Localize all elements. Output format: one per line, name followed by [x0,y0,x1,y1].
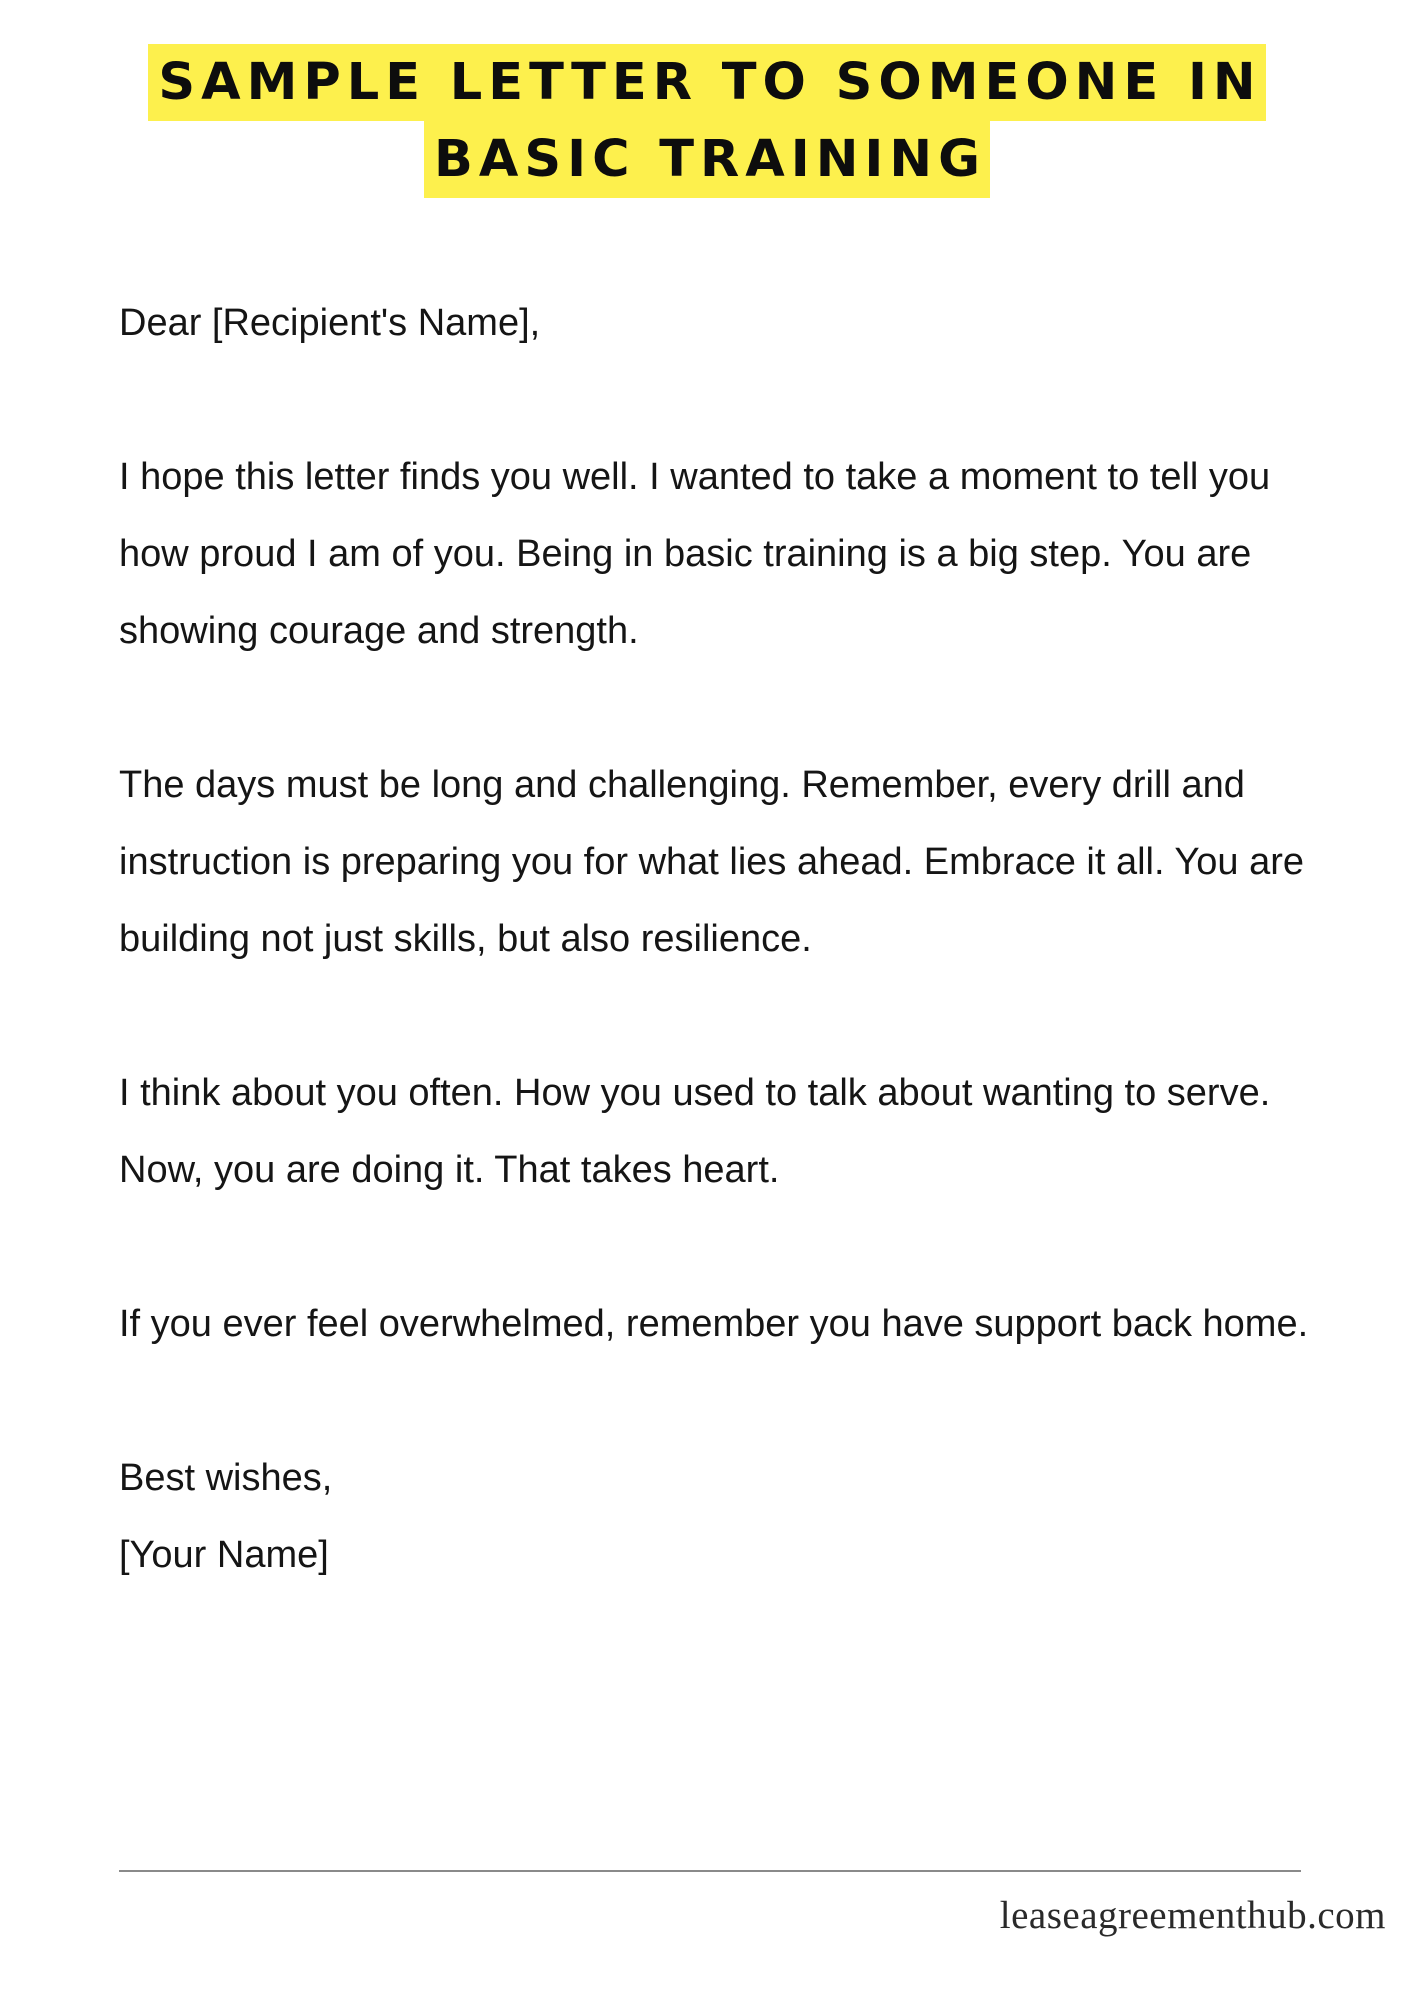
letter-body [119,285,1349,1594]
paragraph-3: I think about you often. How you used to talk about wanting to serve. Now, you are doing it. That takes heart. [119,1072,1271,1191]
footer-website: leaseagreementhub.com [999,1894,1386,1937]
closing: Best wishes, [119,1457,333,1499]
paragraph-2: The days must be long and challenging. Remember, every drill and instruction is preparing you for what lies ahead. Embrace it all. You are building not just skills, but also resilience. [119,764,1304,960]
paragraph-4: If you ever feel overwhelmed, remember you have support back home. [119,1303,1309,1345]
paragraph-1: I hope this letter finds you well. I wanted to take a moment to tell you how proud I am of you. Being in basic training is a big step. You are showing courage and strength. [119,456,1271,652]
footer-divider [119,1870,1301,1872]
title-line-1: SAMPLE LETTER TO SOMEONE IN [148,44,1265,121]
document-title [0,44,1414,198]
salutation: Dear [Recipient's Name], [119,302,541,344]
signature: [Your Name] [119,1534,329,1576]
title-line-2: BASIC TRAINING [424,121,990,198]
